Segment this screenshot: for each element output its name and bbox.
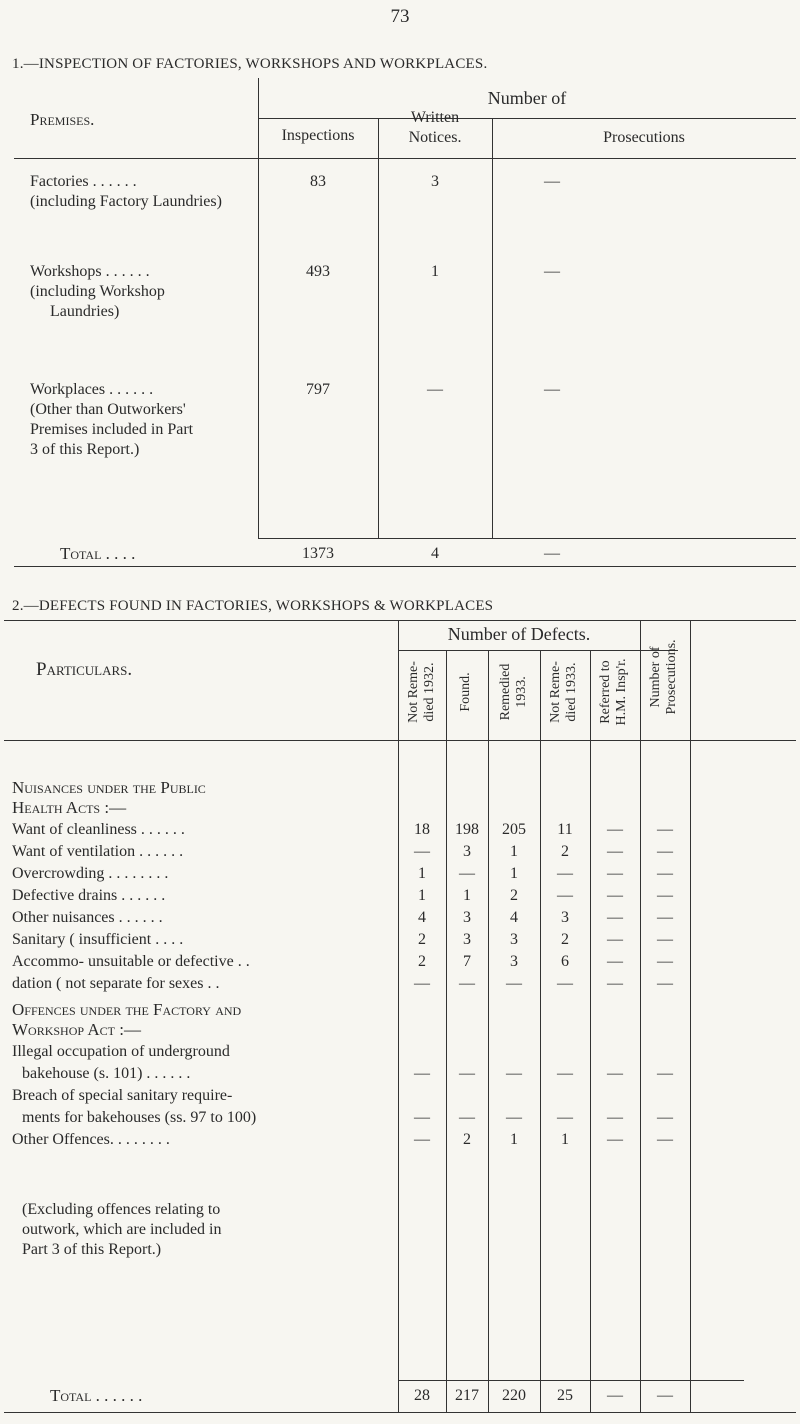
defect-value: 1: [418, 887, 426, 904]
offence-value: —: [557, 1065, 573, 1082]
defect-value: —: [657, 843, 673, 860]
table2-vline: [690, 620, 691, 1412]
defect-value: 4: [418, 909, 426, 926]
defect-value: —: [557, 887, 573, 904]
defect-value: —: [607, 887, 623, 904]
col-written-1: Written: [410, 109, 460, 126]
table1-hline: [258, 538, 796, 539]
defect-value: —: [657, 821, 673, 838]
total-inspections: 1373: [302, 545, 334, 562]
offence-value: —: [607, 1065, 623, 1082]
offence-value: —: [506, 1065, 522, 1082]
defect-value: —: [657, 865, 673, 882]
defect-value: —: [459, 975, 475, 992]
total2-label: Total . . . . . .: [50, 1386, 143, 1405]
col-prosecutions: Prosecutions: [603, 129, 685, 146]
col-particulars: Particulars.: [36, 659, 133, 680]
offence-row-label: ments for bakehouses (ss. 97 to 100): [22, 1109, 257, 1126]
table2-vline: [488, 650, 489, 1412]
total-label: Total . . . .: [60, 544, 136, 563]
table2-hline: [398, 1380, 744, 1381]
col-inspections: Inspections: [281, 127, 355, 144]
defect-value: —: [607, 843, 623, 860]
col-written-2: Notices.: [408, 129, 462, 146]
premises-workshops-note: Laundries): [50, 303, 120, 320]
inspections-value: 797: [306, 381, 330, 398]
premises-workshops-note: (including Workshop: [30, 283, 165, 300]
total2-value: —: [657, 1387, 673, 1404]
premises-workplaces-note: 3 of this Report.): [30, 441, 140, 458]
defect-value: 3: [463, 909, 471, 926]
defect-value: —: [557, 865, 573, 882]
defect-value: —: [657, 953, 673, 970]
offence-value: —: [657, 1131, 673, 1148]
offence-value: —: [414, 1109, 430, 1126]
defect-value: —: [557, 975, 573, 992]
offence-value: —: [657, 1065, 673, 1082]
defect-value: 2: [561, 931, 569, 948]
page-number: 73: [390, 6, 410, 27]
defect-value: 7: [463, 953, 471, 970]
defect-value: —: [607, 931, 623, 948]
premises-factories-note: (including Factory Laundries): [30, 193, 222, 210]
offence-row-label: Other Offences. . . . . . . .: [12, 1131, 170, 1148]
defect-value: 205: [502, 821, 526, 838]
table2-vline: [540, 650, 541, 1412]
offence-value: —: [414, 1065, 430, 1082]
total2-value: —: [607, 1387, 623, 1404]
group2-title: Offences under the Factory and: [12, 1000, 242, 1019]
premises-factories: Factories . . . . . .: [30, 173, 137, 190]
premises-workplaces-note: Premises included in Part: [30, 421, 194, 438]
defect-value: 1: [510, 865, 518, 882]
defect-value: —: [607, 865, 623, 882]
total2-value: 25: [557, 1387, 573, 1404]
defect-value: —: [607, 975, 623, 992]
defect-value: —: [657, 887, 673, 904]
defect-row-label: Accommo- unsuitable or defective . .: [12, 953, 250, 970]
total2-value: 28: [414, 1387, 430, 1404]
defect-row-label: Defective drains . . . . . .: [12, 887, 166, 904]
defect-value: 1: [463, 887, 471, 904]
premises-workshops: Workshops . . . . . .: [30, 263, 150, 280]
group2-title: Workshop Act :—: [12, 1020, 141, 1039]
defect-value: —: [607, 821, 623, 838]
prosecutions-value: —: [544, 173, 560, 190]
offence-value: —: [657, 1109, 673, 1126]
table2-vline: [640, 620, 641, 1412]
defect-value: 3: [561, 909, 569, 926]
defect-value: 6: [561, 953, 569, 970]
excluding-note: Part 3 of this Report.): [22, 1241, 162, 1258]
inspections-value: 493: [306, 263, 330, 280]
defect-value: 3: [510, 931, 518, 948]
offence-value: —: [607, 1131, 623, 1148]
offence-value: —: [414, 1131, 430, 1148]
defect-row-label: Other nuisances . . . . . .: [12, 909, 163, 926]
prosecutions-value: —: [544, 263, 560, 280]
table2-hline: [4, 620, 796, 621]
col-premises: Premises.: [30, 110, 95, 129]
col-number-of: Number of: [487, 88, 567, 108]
defect-row-label: Sanitary ( insufficient . . . .: [12, 931, 184, 948]
table1-hline: [258, 118, 796, 119]
defect-value: —: [506, 975, 522, 992]
defect-row-label: Want of ventilation . . . . . .: [12, 843, 184, 860]
defect-value: —: [414, 843, 430, 860]
offence-value: 2: [463, 1131, 471, 1148]
col-not-remedied-1933: Not Reme- died 1933.: [548, 661, 579, 723]
total2-value: 217: [455, 1387, 479, 1404]
group1-title: Health Acts :—: [12, 798, 127, 817]
offence-row-label: Illegal occupation of underground: [12, 1043, 230, 1060]
defect-value: 2: [510, 887, 518, 904]
col-remedied-1933: Remedied 1933.: [498, 663, 529, 721]
offence-row-label: Breach of special sanitary require-: [12, 1087, 233, 1104]
defect-value: —: [657, 909, 673, 926]
inspections-value: 83: [310, 173, 326, 190]
table2-vline: [398, 620, 399, 1412]
total-prosecutions: —: [544, 545, 560, 562]
group1-title: Nuisances under the Public: [12, 778, 206, 797]
defect-value: 2: [418, 953, 426, 970]
notices-value: 3: [431, 173, 439, 190]
offence-value: —: [557, 1109, 573, 1126]
defect-row-label: Want of cleanliness . . . . . .: [12, 821, 185, 838]
table2-vline: [446, 650, 447, 1412]
offence-row-label: bakehouse (s. 101) . . . . . .: [22, 1065, 191, 1082]
defect-value: 1: [510, 843, 518, 860]
col-referred: Referred to H.M. Insp'r.: [598, 658, 629, 726]
col-number-of-prosecutions: Number of Prosecutions.: [648, 639, 679, 715]
total-notices: 4: [431, 545, 439, 562]
premises-workplaces-note: (Other than Outworkers': [30, 401, 186, 418]
offence-value: —: [459, 1065, 475, 1082]
defect-value: 18: [414, 821, 430, 838]
excluding-note: outwork, which are included in: [22, 1221, 222, 1238]
total2-value: 220: [502, 1387, 526, 1404]
defect-value: 198: [455, 821, 479, 838]
section2-heading: 2.—DEFECTS FOUND IN FACTORIES, WORKSHOPS & WORKPLACES: [12, 598, 494, 614]
offence-value: 1: [561, 1131, 569, 1148]
defect-value: —: [459, 865, 475, 882]
notices-value: —: [427, 381, 443, 398]
table1-vline: [258, 78, 259, 538]
col-found: Found.: [458, 672, 473, 712]
prosecutions-value: —: [544, 381, 560, 398]
premises-workplaces: Workplaces . . . . . .: [30, 381, 154, 398]
table2-hline: [4, 1412, 796, 1413]
defect-value: 1: [418, 865, 426, 882]
table2-hline: [398, 650, 678, 651]
defect-value: 4: [510, 909, 518, 926]
defect-value: 2: [418, 931, 426, 948]
offence-value: —: [607, 1109, 623, 1126]
defect-row-label: Overcrowding . . . . . . . .: [12, 865, 169, 882]
defect-value: —: [657, 931, 673, 948]
table1-hline: [14, 158, 796, 159]
defect-value: 3: [463, 931, 471, 948]
excluding-note: (Excluding offences relating to: [22, 1201, 221, 1218]
defect-value: 3: [510, 953, 518, 970]
offence-value: —: [506, 1109, 522, 1126]
defect-value: —: [657, 975, 673, 992]
defect-value: —: [607, 909, 623, 926]
section1-heading: 1.—INSPECTION OF FACTORIES, WORKSHOPS AND WORKPLACES.: [12, 56, 488, 72]
col-number-of-defects: Number of Defects.: [447, 624, 591, 644]
defect-value: 2: [561, 843, 569, 860]
table2-vline: [590, 650, 591, 1412]
notices-value: 1: [431, 263, 439, 280]
table1-hline: [14, 566, 796, 567]
offence-value: —: [459, 1109, 475, 1126]
col-not-remedied-1932: Not Reme- died 1932.: [406, 661, 437, 723]
defect-value: 3: [463, 843, 471, 860]
defect-value: —: [607, 953, 623, 970]
defect-value: —: [414, 975, 430, 992]
table2-hline: [4, 740, 796, 741]
offence-value: 1: [510, 1131, 518, 1148]
defect-value: 11: [557, 821, 573, 838]
defect-row-label: dation ( not separate for sexes . .: [12, 975, 220, 992]
